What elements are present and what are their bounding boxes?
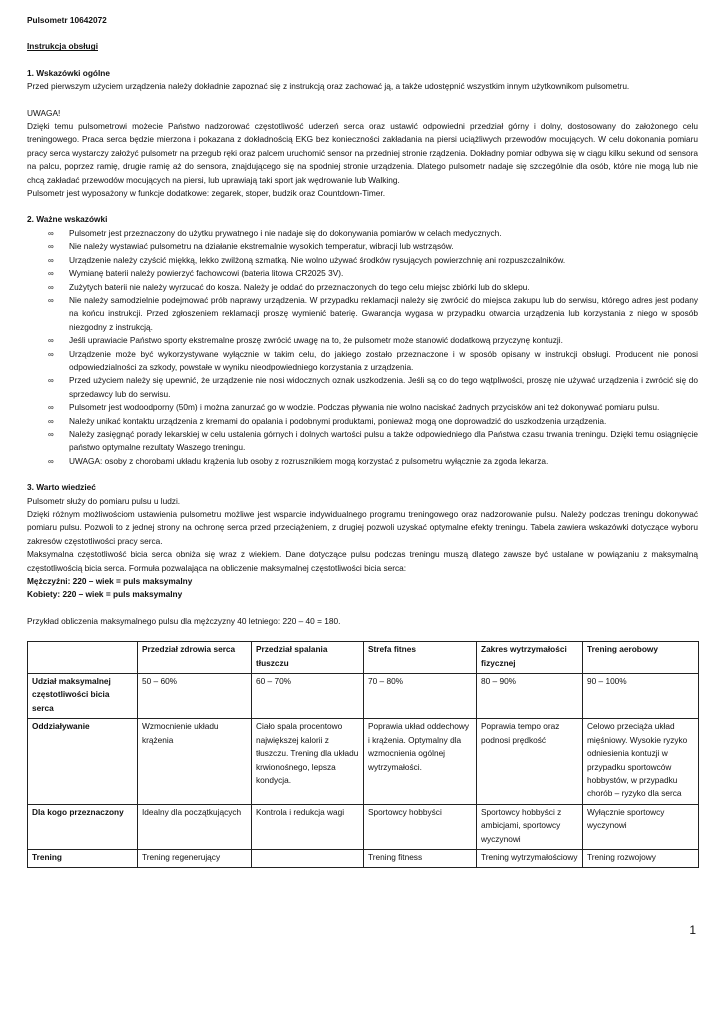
table-cell: 80 – 90% bbox=[477, 674, 583, 719]
warning-label: UWAGA! bbox=[27, 107, 61, 118]
table-cell: Kontrola i redukcja wagi bbox=[252, 804, 364, 849]
note-text: Urządzenie może być wykorzystywane wyłącznie w takim celu, do jakiego zostało przeznaczone i w sposób opisany w instrukcji obsługi. Producent nie ponosi odpowiedzialności za szkody, powstałe w wyniku nieodpowiedniego korzystania z urządzenia. bbox=[69, 348, 698, 372]
document-title: Pulsometr 10642072 bbox=[27, 15, 107, 25]
note-item bbox=[27, 240, 698, 253]
note-item bbox=[27, 428, 698, 455]
page-number: 1 bbox=[689, 923, 696, 937]
note-item bbox=[27, 334, 698, 347]
example-calculation: Przykład obliczenia maksymalnego pulsu dla mężczyzny 40 letniego: 220 – 40 = 180. bbox=[27, 615, 341, 626]
bullet-symbol: ∞ bbox=[48, 269, 54, 279]
note-item bbox=[27, 281, 698, 294]
column-header: Trening aerobowy bbox=[583, 642, 699, 674]
table-cell: Ciało spala procentowo największej kalorii z tłuszczu. Trening dla układu krwionośnego, lepsza kondycja. bbox=[252, 719, 364, 804]
note-text: Należy zasięgnąć porady lekarskiej w celu ustalenia górnych i dolnych wartości pulsu a także odpowiedniego dla Państwa czasu trwania treningu. Dzięki temu osiągnięcie państwo optymalne rezultaty Waszego treningu. bbox=[69, 428, 698, 453]
table-cell: Trening regenerujący bbox=[138, 849, 252, 867]
note-item bbox=[27, 415, 698, 428]
bullet-symbol: ∞ bbox=[48, 403, 54, 413]
section1-heading: 1. Wskazówki ogólne bbox=[27, 67, 110, 78]
table-cell: Idealny dla początkujących bbox=[138, 804, 252, 849]
table-header-row bbox=[28, 642, 699, 674]
bullet-symbol: ∞ bbox=[48, 416, 54, 426]
table-row bbox=[28, 674, 699, 719]
table-cell: 60 – 70% bbox=[252, 674, 364, 719]
note-text: Jeśli uprawiacie Państwo sporty ekstremalne proszę zwrócić uwagę na to, że pulsometr może stanowić dodatkową przyczynę kontuzji. bbox=[69, 335, 563, 346]
formula-women: Kobiety: 220 – wiek = puls maksymalny bbox=[27, 589, 183, 600]
column-header: Strefa fitnes bbox=[364, 642, 477, 674]
features-text: Pulsometr jest wyposażony w funkcje dodatkowe: zegarek, stoper, budzik oraz Countdown-Timer. bbox=[27, 188, 386, 199]
heart-rate-zones-table bbox=[27, 641, 699, 868]
table-cell: Wzmocnienie układu krążenia bbox=[138, 719, 252, 804]
bullet-symbol: ∞ bbox=[48, 255, 54, 265]
section3-para1: Dzięki różnym możliwościom ustawienia pulsometru możliwe jest wsparcie indywidualnego programu treningowego oraz nadzorowanie pulsu. Należy podczas treningu dokonywać pomiaru pulsu. Pozwoli to z jednej strony na ochronę serca przed przeciążeniem, z drugiej pozwoli uzyskać optymalne efekty treningu. Tabela zawiera wskazówki dotyczące wyboru zakresów częstotliwości pracy serca. bbox=[27, 509, 698, 546]
bullet-symbol: ∞ bbox=[48, 228, 54, 238]
table-cell: 70 – 80% bbox=[364, 674, 477, 719]
bullet-symbol: ∞ bbox=[48, 282, 54, 292]
row-header: Oddziaływanie bbox=[28, 719, 138, 804]
column-header bbox=[28, 642, 138, 674]
table-cell: 90 – 100% bbox=[583, 674, 699, 719]
table-row bbox=[28, 804, 699, 849]
section3-para2: Maksymalna częstotliwość bicia serca obniża się wraz z wiekiem. Dane dotyczące pulsu podczas treningu muszą dlatego zawsze być ustalane w powiązaniu z maksymalną częstotliwością bicia serca. Formuła pozwalająca na obliczenie maksymalnej częstotliwości bicia serca: bbox=[27, 549, 698, 573]
table-cell: Wyłącznie sportowcy wyczynowi bbox=[583, 804, 699, 849]
note-item bbox=[27, 348, 698, 375]
bullet-symbol: ∞ bbox=[48, 349, 54, 359]
table-cell: Trening fitness bbox=[364, 849, 477, 867]
note-text: Przed użyciem należy się upewnić, że urządzenie nie nosi widocznych oznak uszkodzenia. Jeśli są co do tego wątpliwości, proszę nie używać urządzenia i zwrócić się do sprzedawcy lub do serwisu. bbox=[69, 375, 698, 399]
note-text: Pulsometr jest wodoodporny (50m) i można zanurzać go w wodzie. Podczas pływania nie wolno naciskać żadnych przycisków ani też dokonywać pomiaru pulsu. bbox=[69, 402, 660, 413]
row-header: Dla kogo przeznaczony bbox=[28, 804, 138, 849]
table-cell bbox=[252, 849, 364, 867]
note-text: Nie należy wystawiać pulsometru na działanie ekstremalnie wysokich temperatur, wibracji lub wstrząsów. bbox=[69, 241, 454, 252]
bullet-symbol: ∞ bbox=[48, 295, 54, 305]
table-row bbox=[28, 849, 699, 867]
bullet-symbol: ∞ bbox=[48, 336, 54, 346]
document-subtitle: Instrukcja obsługi bbox=[27, 41, 98, 52]
note-text: Zużytych baterii nie należy wyrzucać do kosza. Należy je oddać do przeznaczonych do tego celu miejsc zbiórki lub do sklepu. bbox=[69, 281, 530, 292]
note-text: Pulsometr jest przeznaczony do użytku prywatnego i nie nadaje się do dokonywania pomiarów w celach medycznych. bbox=[69, 227, 502, 238]
note-text: Należy unikać kontaktu urządzenia z kremami do opalania i podobnymi produktami, ponieważ mogą one doprowadzić do uszkodzenia urządzenia. bbox=[69, 415, 607, 426]
table-cell: Sportowcy hobbyści bbox=[364, 804, 477, 849]
bullet-symbol: ∞ bbox=[48, 376, 54, 386]
section1-text: Przed pierwszym użyciem urządzenia należy dokładnie zapoznać się z instrukcją oraz zachować ją, a także udostępnić wszystkim innym użytkownikom pulsometru. bbox=[27, 81, 630, 92]
note-item bbox=[27, 401, 698, 414]
row-header: Trening bbox=[28, 849, 138, 867]
note-item bbox=[27, 267, 698, 280]
section3-line1: Pulsometr służy do pomiaru pulsu u ludzi. bbox=[27, 495, 181, 506]
note-item bbox=[27, 227, 698, 240]
note-text: Nie należy samodzielnie podejmować prób naprawy urządzenia. W przypadku reklamacji należy się zwrócić do miejsca zakupu lub do serwisu, którego adres jest podany na końcu instrukcji. Przed zgłoszeniem reklamacji proszę wymienić baterię. Gwarancja wygasa w przypadku otwarcia urządzenia lub korzystania z niego w sposób niezgodny z instrukcją. bbox=[69, 294, 698, 332]
bullet-symbol: ∞ bbox=[48, 456, 54, 466]
table-row bbox=[28, 719, 699, 804]
bullet-symbol: ∞ bbox=[48, 429, 54, 439]
note-text: Wymianę baterii należy powierzyć fachowcowi (bateria litowa CR2025 3V). bbox=[69, 268, 344, 279]
table-cell: Trening wytrzymałościowy bbox=[477, 849, 583, 867]
table-cell: Poprawia układ oddechowy i krążenia. Optymalny dla wzmocnienia ogólnej wytrzymałości. bbox=[364, 719, 477, 804]
section2-heading: 2. Ważne wskazówki bbox=[27, 214, 108, 225]
bullet-symbol: ∞ bbox=[48, 242, 54, 252]
column-header: Zakres wytrzymałości fizycznej bbox=[477, 642, 583, 674]
section3-heading: 3. Warto wiedzieć bbox=[27, 482, 96, 493]
note-item bbox=[27, 254, 698, 267]
table-cell: Trening rozwojowy bbox=[583, 849, 699, 867]
note-item bbox=[27, 294, 698, 334]
table-cell: 50 – 60% bbox=[138, 674, 252, 719]
column-header: Przedział zdrowia serca bbox=[138, 642, 252, 674]
column-header: Przedział spalania tłuszczu bbox=[252, 642, 364, 674]
formula-men: Mężczyźni: 220 – wiek = puls maksymalny bbox=[27, 576, 193, 587]
note-text: UWAGA: osoby z chorobami układu krążenia lub osoby z rozrusznikiem mogą korzystać z pulsometru wyłącznie za zgoda lekarza. bbox=[69, 455, 549, 466]
warning-text: Dzięki temu pulsometrowi możecie Państwo nadzorować częstotliwość uderzeń serca oraz ustawić odpowiedni przedział górny i dolny, dostosowany do założonego celu treningowego. Praca serca będzie mierzona i pokazana z dokładnością EKG bez konieczności zakładania na piersi uciążliwych przewodów mocujących. W celu dokonania pomiaru pracy serca wystarczy założyć pulsometr na przegub ręki oraz palcem uruchomić sensor na przedniej stronie rządzenia. Dokładny pomiar odbywa się w ciągu kilku sekund od sensora na palcu, poprzez ramię, drugie ramię aż do sensora, znajdującego się na spodniej stronie urządzenia. Dlatego pulsometr nadaje się szczególnie dla osób, które nie mogą lub nie chcą zakładać przewodów mocujących na piersi, lub uprawiają taki sport jak wędrowanie lub Walking. bbox=[27, 121, 698, 185]
note-item bbox=[27, 374, 698, 401]
note-item bbox=[27, 455, 698, 468]
table-cell: Poprawia tempo oraz podnosi prędkość bbox=[477, 719, 583, 804]
important-notes-list bbox=[27, 227, 698, 468]
table-cell: Celowo przeciąża układ mięśniowy. Wysokie ryzyko odniesienia kontuzji w przypadku sportowców hobbystów, w przypadku chorób – ryzyko dla serca bbox=[583, 719, 699, 804]
row-header: Udział maksymalnej częstotliwości bicia serca bbox=[28, 674, 138, 719]
table-cell: Sportowcy hobbyści z ambicjami, sportowcy wyczynowi bbox=[477, 804, 583, 849]
note-text: Urządzenie należy czyścić miękką, lekko zwilżoną szmatką. Nie wolno używać środków rysujących powierzchnię ani rozpuszczalników. bbox=[69, 254, 566, 265]
